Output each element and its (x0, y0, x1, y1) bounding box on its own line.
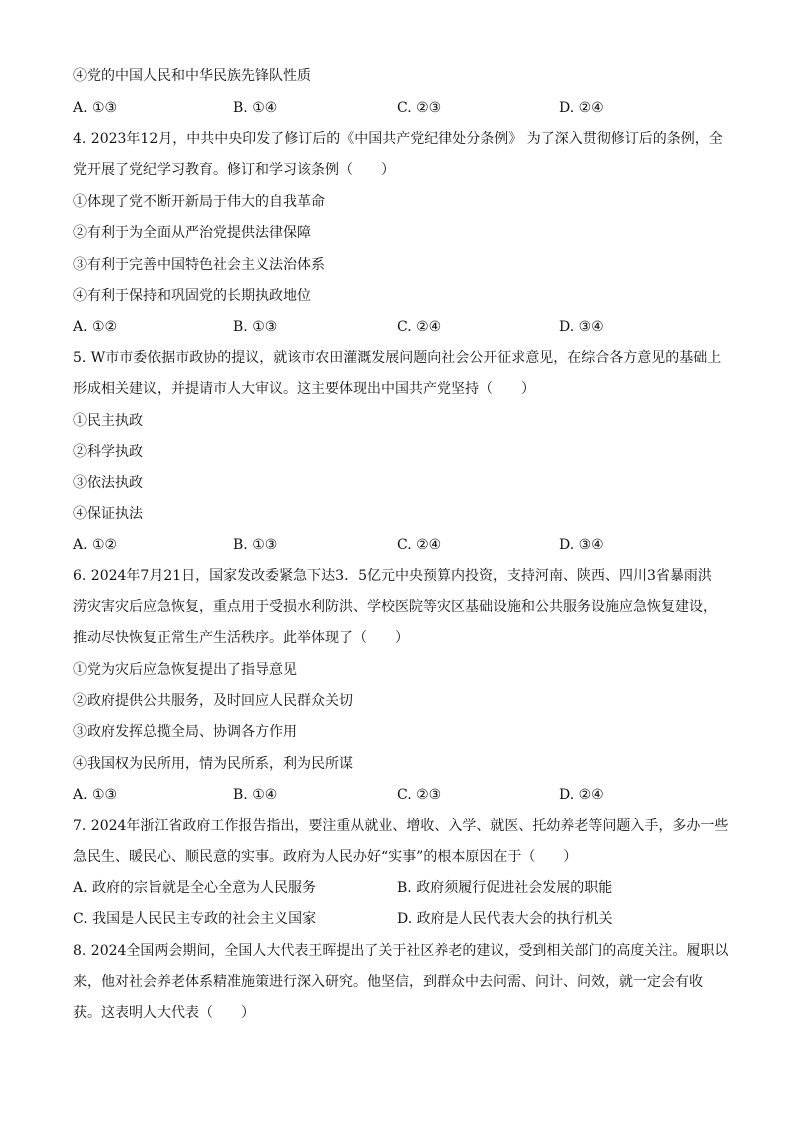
q5-option-c: C. ②④ (397, 537, 442, 553)
q6-option-a: A. ①③ (73, 787, 118, 803)
q4-options (73, 317, 733, 337)
q4-item-3: ③有利于完善中国特色社会主义法治体系 (73, 257, 325, 273)
q6-option-d: D. ②④ (559, 787, 604, 803)
q5-stem-line-1: 5. W市市委依据市政协的提议，就该市农田灌溉发展问题向社会公开征求意见，在综合各方意见的基础上 (73, 350, 722, 366)
q4-stem-line-1: 4. 2023年12月，中共中央印发了修订后的《中国共产党纪律处分条例》 为了深入贯彻修订后的条例，全 (73, 131, 723, 147)
q6-options (73, 785, 733, 805)
q6-item-2: ②政府提供公共服务，及时回应人民群众关切 (73, 693, 353, 709)
q3-option-b: B. ①④ (233, 100, 278, 116)
q7-option-b: B. 政府须履行促进社会发展的职能 (397, 880, 613, 896)
q7-stem-line-2: 急民生、暖民心、顺民意的实事。政府为人民办好“实事”的根本原因在于（ ） (73, 849, 578, 865)
q6-stem-line-2: 涝灾害灾后应急恢复，重点用于受损水利防洪、学校医院等灾区基础设施和公共服务设施应急恢复建设， (73, 599, 717, 615)
q5-option-d: D. ③④ (559, 537, 604, 553)
q7-option-a: A. 政府的宗旨就是全心全意为人民服务 (73, 880, 317, 896)
q6-stem-line-3: 推动尽快恢复正常生产生活秩序。此举体现了（ ） (73, 630, 409, 646)
q4-stem-line-2: 党开展了党纪学习教育。修订和学习该条例（ ） (73, 162, 395, 178)
q4-item-1: ①体现了党不断开新局于伟大的自我革命 (73, 194, 325, 210)
q7-options-row-1 (73, 878, 733, 898)
q5-item-1: ①民主执政 (73, 413, 143, 429)
q5-item-4: ④保证执法 (73, 506, 143, 522)
q6-option-c: C. ②③ (397, 787, 442, 803)
q7-options-row-2 (73, 909, 733, 929)
q7-option-d: D. 政府是人民代表大会的执行机关 (397, 911, 613, 927)
q8-stem-line-3: 获。这表明人大代表（ ） (73, 1005, 255, 1021)
q4-option-d: D. ③④ (559, 319, 604, 335)
q6-item-4: ④我国权为民所用，情为民所系，利为民所谋 (73, 756, 353, 772)
q7-option-c: C. 我国是人民民主专政的社会主义国家 (73, 911, 317, 927)
q6-item-3: ③政府发挥总揽全局、协调各方作用 (73, 724, 297, 740)
q5-stem-line-2: 形成相关建议，并提请市人大审议。这主要体现出中国共产党坚持（ ） (73, 381, 535, 397)
q4-option-a: A. ①② (73, 319, 118, 335)
q5-item-3: ③依法执政 (73, 475, 143, 491)
q4-option-b: B. ①③ (233, 319, 278, 335)
q5-options (73, 535, 733, 555)
q8-stem-line-1: 8. 2024全国两会期间，全国人大代表王晖提出了关于社区养老的建议，受到相关部门的高度关注。履职以 (73, 943, 729, 959)
q5-item-2: ②科学执政 (73, 444, 143, 460)
q4-item-4: ④有利于保持和巩固党的长期执政地位 (73, 288, 311, 304)
q3-option-c: C. ②③ (397, 100, 442, 116)
q7-stem-line-1: 7. 2024年浙江省政府工作报告指出，要注重从就业、增收、入学、就医、托幼养老等问题入手，多办一些 (73, 818, 729, 834)
q5-option-a: A. ①② (73, 537, 118, 553)
q3-option-d: D. ②④ (559, 100, 604, 116)
q5-option-b: B. ①③ (233, 537, 278, 553)
q8-stem-line-2: 来，他对社会养老体系精准施策进行深入研究。他坚信，到群众中去问需、问计、问效，就一定会有收 (73, 974, 703, 990)
q4-item-2: ②有利于为全面从严治党提供法律保障 (73, 225, 311, 241)
q4-option-c: C. ②④ (397, 319, 442, 335)
q3-option-a: A. ①③ (73, 100, 118, 116)
q3-item-4: ④党的中国人民和中华民族先锋队性质 (73, 68, 311, 84)
q6-item-1: ①党为灾后应急恢复提出了指导意见 (73, 662, 297, 678)
q3-options (73, 98, 733, 118)
q6-stem-line-1: 6. 2024年7月21日，国家发改委紧急下达3．5亿元中央预算内投资，支持河南、陕西、四川3省暴雨洪 (73, 568, 712, 584)
q6-option-b: B. ①④ (233, 787, 278, 803)
